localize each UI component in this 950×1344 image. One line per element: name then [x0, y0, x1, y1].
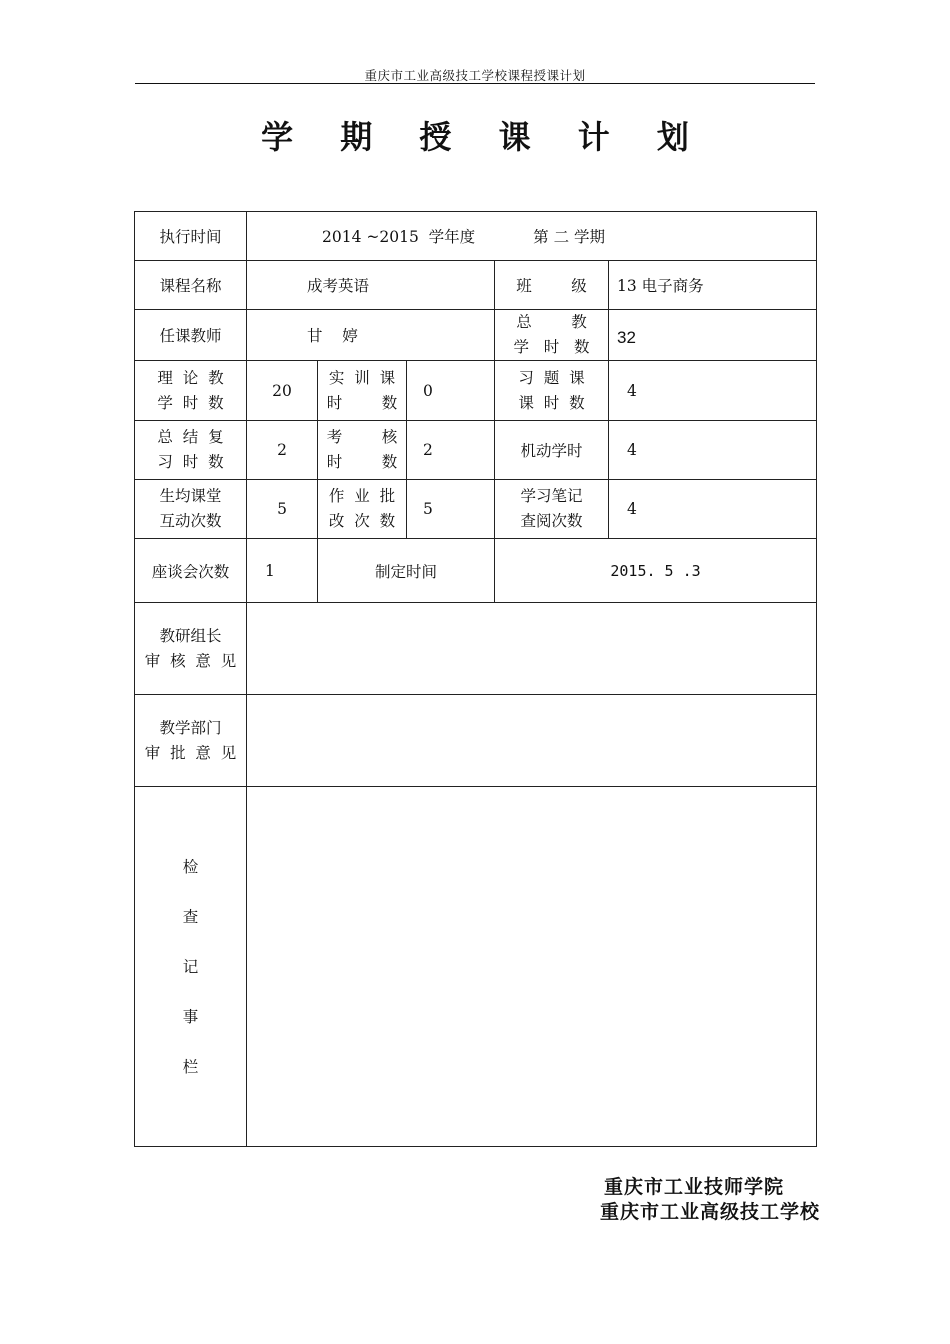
page-title: 学 期 授 课 计 划 [261, 118, 707, 156]
total-hours-label [495, 310, 609, 361]
training-label-line2: 时 数 [326, 393, 398, 412]
homework-count-label [318, 480, 407, 539]
notes-count-label [495, 480, 609, 539]
inspection-char: 栏 [182, 1057, 199, 1076]
review-label-line1: 总 结 复 [157, 428, 224, 446]
footer-institution-2: 重庆市工业高级技工学校 [600, 1201, 821, 1223]
total-hours-value: 32 [609, 310, 817, 361]
course-name-cell [247, 261, 495, 310]
group-leader-label-line2: 审 核 意 见 [144, 651, 237, 670]
exercise-label-line1: 习 题 课 [518, 368, 585, 387]
group-leader-label-line1: 教研组长 [159, 626, 222, 645]
homework-label-line2: 改 次 数 [328, 512, 396, 530]
exec-time-cell [247, 212, 817, 261]
course-name-value: 成考英语 [307, 277, 370, 295]
exam-hours-value: 2 [407, 421, 495, 480]
made-time-value: 2015. 5 .3 [495, 539, 817, 603]
review-label-line2: 习 时 数 [157, 453, 224, 471]
class-label: 班 级 [495, 261, 609, 310]
group-leader-review-label [135, 603, 247, 695]
exam-label-line2: 时 数 [326, 453, 398, 471]
department-label-line1: 教学部门 [159, 718, 222, 737]
notes-label-line2: 查阅次数 [520, 512, 583, 530]
group-leader-review-field[interactable] [247, 603, 817, 695]
interaction-count-label [135, 480, 247, 539]
exercise-hours-label [495, 361, 609, 421]
plan-table [134, 211, 817, 1147]
made-time-label: 制定时间 [318, 539, 495, 603]
department-approval-field[interactable] [247, 695, 817, 787]
course-name-label: 课程名称 [135, 261, 247, 310]
semester-value: 第 二 学期 [533, 228, 606, 246]
inspection-notes-field[interactable] [247, 787, 817, 1147]
teacher-cell [247, 310, 495, 361]
total-hours-label-line2: 学 时 数 [513, 338, 590, 356]
homework-count-value: 5 [407, 480, 495, 539]
table-row [135, 603, 817, 695]
table-row [135, 539, 817, 603]
table-row [135, 310, 817, 361]
theory-hours-value: 20 [247, 361, 318, 421]
inspection-char: 查 [182, 907, 199, 926]
homework-label-line1: 作 业 批 [328, 487, 396, 505]
training-hours-label [318, 361, 407, 421]
class-value: 13 电子商务 [609, 261, 817, 310]
review-hours-label [135, 421, 247, 480]
table-row [135, 787, 817, 1147]
exercise-label-line2: 课 时 数 [518, 393, 585, 412]
flex-hours-value: 4 [609, 421, 817, 480]
exam-label-line1: 考 核 [326, 428, 398, 446]
inspection-char: 检 [182, 857, 199, 876]
seminar-count-value: 1 [247, 539, 318, 603]
interaction-count-value: 5 [247, 480, 318, 539]
flex-hours-label: 机动学时 [495, 421, 609, 480]
exec-time-label: 执行时间 [135, 212, 247, 261]
table-row [135, 421, 817, 480]
table-row [135, 695, 817, 787]
total-hours-label-line1: 总 教 [516, 313, 587, 331]
theory-label-line2: 学 时 数 [157, 393, 224, 412]
table-row [135, 212, 817, 261]
table-row [135, 361, 817, 421]
notes-count-value: 4 [609, 480, 817, 539]
notes-label-line1: 学习笔记 [520, 487, 583, 505]
teacher-value: 甘 婷 [307, 327, 358, 345]
teacher-label: 任课教师 [135, 310, 247, 361]
theory-label-line1: 理 论 教 [157, 368, 224, 387]
footer-institution-1: 重庆市工业技师学院 [604, 1176, 785, 1198]
table-row [135, 261, 817, 310]
training-label-line1: 实 训 课 [328, 368, 396, 387]
inspection-char: 事 [182, 1007, 199, 1026]
exec-time-value: 2014 ~2015 学年度 [322, 228, 476, 246]
seminar-count-label: 座谈会次数 [135, 539, 247, 603]
interaction-label-line2: 互动次数 [159, 512, 222, 530]
department-label-line2: 审 批 意 见 [144, 743, 237, 762]
inspection-label [135, 787, 247, 1147]
training-hours-value: 0 [407, 361, 495, 421]
running-header: 重庆市工业高级技工学校课程授课计划 [364, 68, 586, 83]
department-approval-label [135, 695, 247, 787]
review-hours-value: 2 [247, 421, 318, 480]
exercise-hours-value: 4 [609, 361, 817, 421]
interaction-label-line1: 生均课堂 [159, 487, 222, 505]
exam-hours-label [318, 421, 407, 480]
header-rule [135, 83, 815, 84]
table-row [135, 480, 817, 539]
inspection-char: 记 [182, 957, 199, 976]
theory-hours-label [135, 361, 247, 421]
